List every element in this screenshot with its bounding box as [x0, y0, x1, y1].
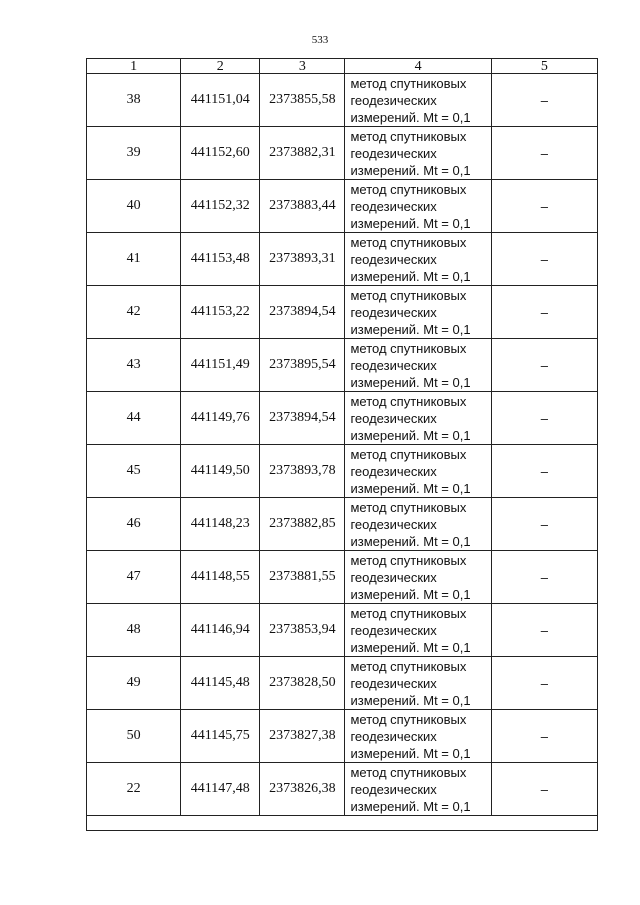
- method-line: метод спутниковых: [350, 340, 467, 356]
- note-cell: –: [491, 657, 597, 710]
- x-coordinate-cell: 441147,48: [181, 763, 260, 816]
- method-line: измерений. Mt = 0,1: [350, 639, 471, 655]
- blank-cell: [87, 816, 598, 831]
- note-cell: –: [491, 286, 597, 339]
- method-line: геодезических: [350, 516, 437, 532]
- method-line: измерений. Mt = 0,1: [350, 586, 471, 602]
- method-line: измерений. Mt = 0,1: [350, 268, 471, 284]
- note-cell: –: [491, 74, 597, 127]
- method-cell: [345, 339, 491, 392]
- method-cell: [345, 445, 491, 498]
- method-line: измерений. Mt = 0,1: [350, 427, 471, 443]
- method-cell: [345, 74, 491, 127]
- x-coordinate-cell: 441146,94: [181, 604, 260, 657]
- note-cell: –: [491, 445, 597, 498]
- method-line: метод спутниковых: [350, 499, 467, 515]
- method-line: геодезических: [350, 622, 437, 638]
- method-line: метод спутниковых: [350, 764, 467, 780]
- y-coordinate-cell: 2373882,85: [260, 498, 345, 551]
- method-line: метод спутниковых: [350, 181, 467, 197]
- point-number-cell: 22: [87, 763, 181, 816]
- method-line: геодезических: [350, 781, 437, 797]
- method-line: геодезических: [350, 198, 437, 214]
- method-line: геодезических: [350, 357, 437, 373]
- method-line: метод спутниковых: [350, 552, 467, 568]
- point-number-cell: 48: [87, 604, 181, 657]
- method-line: геодезических: [350, 145, 437, 161]
- x-coordinate-cell: 441145,75: [181, 710, 260, 763]
- method-line: геодезических: [350, 304, 437, 320]
- method-line: измерений. Mt = 0,1: [350, 533, 471, 549]
- x-coordinate-cell: 441151,04: [181, 74, 260, 127]
- note-cell: –: [491, 233, 597, 286]
- method-line: метод спутниковых: [350, 711, 467, 727]
- table-row: [87, 710, 598, 763]
- coordinates-table: [86, 58, 598, 831]
- table-row: [87, 392, 598, 445]
- method-cell: [345, 286, 491, 339]
- method-line: геодезических: [350, 463, 437, 479]
- note-cell: –: [491, 763, 597, 816]
- point-number-cell: 40: [87, 180, 181, 233]
- table-row: [87, 339, 598, 392]
- x-coordinate-cell: 441151,49: [181, 339, 260, 392]
- method-line: измерений. Mt = 0,1: [350, 321, 471, 337]
- note-cell: –: [491, 551, 597, 604]
- point-number-cell: 41: [87, 233, 181, 286]
- column-header-1: 1: [87, 59, 181, 74]
- method-line: геодезических: [350, 675, 437, 691]
- method-line: геодезических: [350, 569, 437, 585]
- point-number-cell: 49: [87, 657, 181, 710]
- point-number-cell: 42: [87, 286, 181, 339]
- column-header-2: 2: [181, 59, 260, 74]
- x-coordinate-cell: 441152,60: [181, 127, 260, 180]
- y-coordinate-cell: 2373895,54: [260, 339, 345, 392]
- point-number-cell: 46: [87, 498, 181, 551]
- x-coordinate-cell: 441148,55: [181, 551, 260, 604]
- method-line: метод спутниковых: [350, 446, 467, 462]
- note-cell: –: [491, 604, 597, 657]
- y-coordinate-cell: 2373894,54: [260, 392, 345, 445]
- point-number-cell: 38: [87, 74, 181, 127]
- column-header-5: 5: [491, 59, 597, 74]
- method-cell: [345, 604, 491, 657]
- y-coordinate-cell: 2373881,55: [260, 551, 345, 604]
- method-line: измерений. Mt = 0,1: [350, 162, 471, 178]
- table-row: [87, 233, 598, 286]
- method-line: геодезических: [350, 92, 437, 108]
- method-line: геодезических: [350, 410, 437, 426]
- y-coordinate-cell: 2373853,94: [260, 604, 345, 657]
- point-number-cell: 50: [87, 710, 181, 763]
- x-coordinate-cell: 441152,32: [181, 180, 260, 233]
- blank-row: [87, 816, 598, 831]
- method-line: метод спутниковых: [350, 75, 467, 91]
- y-coordinate-cell: 2373883,44: [260, 180, 345, 233]
- note-cell: –: [491, 710, 597, 763]
- column-header-4: 4: [345, 59, 491, 74]
- method-line: измерений. Mt = 0,1: [350, 480, 471, 496]
- note-cell: –: [491, 127, 597, 180]
- note-cell: –: [491, 180, 597, 233]
- y-coordinate-cell: 2373827,38: [260, 710, 345, 763]
- point-number-cell: 39: [87, 127, 181, 180]
- x-coordinate-cell: 441153,48: [181, 233, 260, 286]
- point-number-cell: 45: [87, 445, 181, 498]
- method-line: метод спутниковых: [350, 658, 467, 674]
- column-header-3: 3: [260, 59, 345, 74]
- method-line: метод спутниковых: [350, 234, 467, 250]
- page-number: 533: [311, 34, 329, 46]
- table-row: [87, 445, 598, 498]
- method-cell: [345, 180, 491, 233]
- table-row: [87, 604, 598, 657]
- y-coordinate-cell: 2373893,31: [260, 233, 345, 286]
- method-line: метод спутниковых: [350, 605, 467, 621]
- table-row: [87, 498, 598, 551]
- method-cell: [345, 763, 491, 816]
- table-row: [87, 286, 598, 339]
- x-coordinate-cell: 441145,48: [181, 657, 260, 710]
- method-cell: [345, 233, 491, 286]
- x-coordinate-cell: 441149,76: [181, 392, 260, 445]
- table-row: [87, 180, 598, 233]
- point-number-cell: 47: [87, 551, 181, 604]
- y-coordinate-cell: 2373826,38: [260, 763, 345, 816]
- method-line: измерений. Mt = 0,1: [350, 215, 471, 231]
- method-line: геодезических: [350, 728, 437, 744]
- table-body: [87, 74, 598, 831]
- method-line: геодезических: [350, 251, 437, 267]
- y-coordinate-cell: 2373882,31: [260, 127, 345, 180]
- x-coordinate-cell: 441148,23: [181, 498, 260, 551]
- y-coordinate-cell: 2373855,58: [260, 74, 345, 127]
- method-line: метод спутниковых: [350, 287, 467, 303]
- method-cell: [345, 498, 491, 551]
- y-coordinate-cell: 2373828,50: [260, 657, 345, 710]
- table-header-row: [87, 59, 598, 74]
- method-cell: [345, 127, 491, 180]
- method-cell: [345, 710, 491, 763]
- method-line: измерений. Mt = 0,1: [350, 374, 471, 390]
- table-row: [87, 763, 598, 816]
- note-cell: –: [491, 498, 597, 551]
- x-coordinate-cell: 441153,22: [181, 286, 260, 339]
- method-line: измерений. Mt = 0,1: [350, 745, 471, 761]
- method-cell: [345, 392, 491, 445]
- method-line: измерений. Mt = 0,1: [350, 109, 471, 125]
- point-number-cell: 43: [87, 339, 181, 392]
- y-coordinate-cell: 2373893,78: [260, 445, 345, 498]
- method-line: измерений. Mt = 0,1: [350, 692, 471, 708]
- table-row: [87, 657, 598, 710]
- method-line: измерений. Mt = 0,1: [350, 798, 471, 814]
- note-cell: –: [491, 339, 597, 392]
- table-row: [87, 551, 598, 604]
- method-line: метод спутниковых: [350, 393, 467, 409]
- table-row: [87, 127, 598, 180]
- y-coordinate-cell: 2373894,54: [260, 286, 345, 339]
- note-cell: –: [491, 392, 597, 445]
- point-number-cell: 44: [87, 392, 181, 445]
- method-cell: [345, 551, 491, 604]
- method-cell: [345, 657, 491, 710]
- x-coordinate-cell: 441149,50: [181, 445, 260, 498]
- table-row: [87, 74, 598, 127]
- method-line: метод спутниковых: [350, 128, 467, 144]
